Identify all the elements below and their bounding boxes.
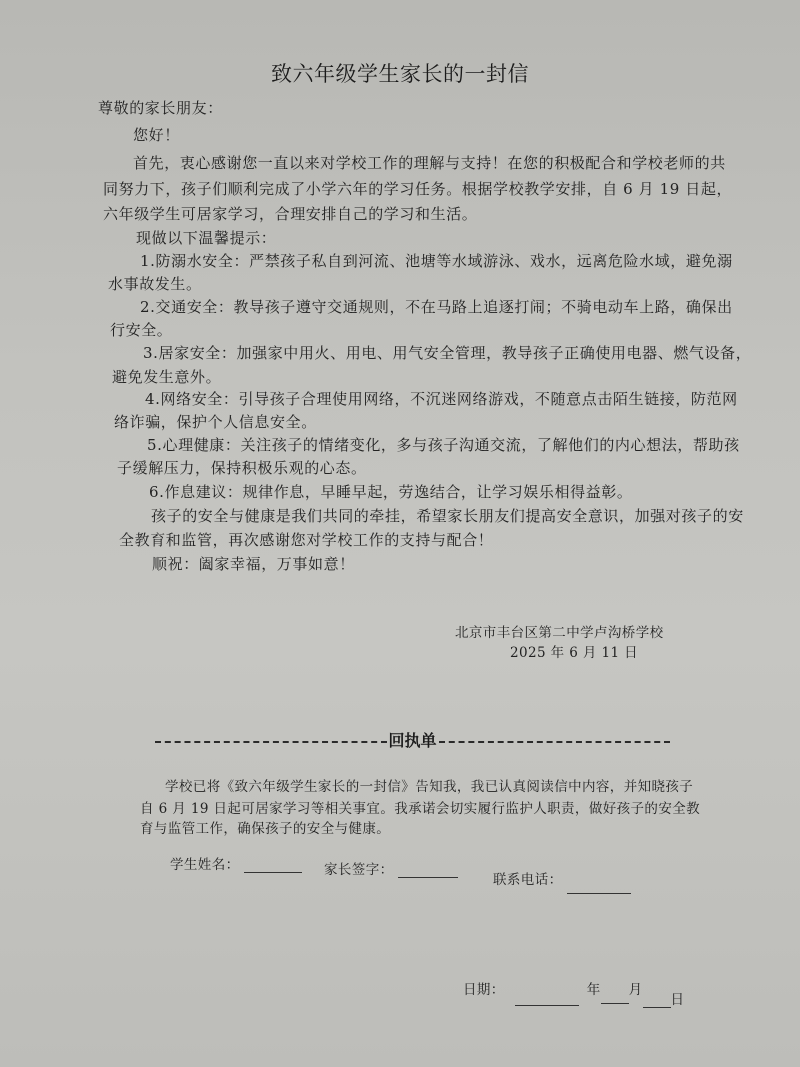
- tip-5-line-1: 5.心理健康：关注孩子的情绪变化，多与孩子沟通交流，了解他们的内心想法，帮助孩: [147, 436, 740, 454]
- greeting: 您好！: [133, 126, 180, 144]
- month-label: 月: [628, 982, 643, 998]
- letter-title: 致六年级学生家长的一封信: [271, 62, 529, 86]
- receipt-body-line-1: 学校已将《致六年级学生家长的一封信》告知我，我已认真阅读信中内容，并知晓孩子: [165, 779, 694, 795]
- tip-3-line-2: 避免发生意外。: [112, 368, 222, 386]
- salutation: 尊敬的家长朋友：: [98, 99, 223, 117]
- intro-line-1: 首先，衷心感谢您一直以来对学校工作的理解与支持！在您的积极配合和学校老师的共: [133, 154, 726, 172]
- receipt-body-line-2: 自 6 月 19 日起可居家学习等相关事宜。我承诺会切实履行监护人职责，做好孩子的安全教: [140, 801, 701, 817]
- receipt-divider: [155, 728, 670, 750]
- dashed-line-right: [439, 741, 671, 743]
- tip-4-line-1: 4.网络安全：引导孩子合理使用网络，不沉迷网络游戏，不随意点击陌生链接，防范网: [145, 390, 738, 408]
- month-blank[interactable]: [601, 989, 629, 1004]
- tips-heading: 现做以下温馨提示：: [136, 229, 277, 247]
- date-label: 日期：: [463, 982, 505, 998]
- receipt-title: 回执单: [388, 730, 437, 750]
- regards: 顺祝：阖家幸福，万事如意！: [152, 555, 355, 573]
- date-field[interactable]: [463, 978, 685, 1008]
- tip-3-line-1: 3.居家安全：加强家中用火、用电、用气安全管理，教导孩子正确使用电器、燃气设备，: [143, 344, 752, 362]
- parent-signature-field[interactable]: [324, 858, 458, 878]
- parent-signature-blank[interactable]: [398, 863, 458, 878]
- receipt-body-line-3: 育与监管工作，确保孩子的安全与健康。: [140, 821, 391, 837]
- year-blank[interactable]: [515, 991, 579, 1006]
- closing-line-1: 孩子的安全与健康是我们共同的牵挂，希望家长朋友们提高安全意识，加强对孩子的安: [151, 507, 744, 525]
- closing-line-2: 全教育和监管，再次感谢您对学校工作的支持与配合！: [119, 531, 494, 549]
- signature-date: 2025 年 6 月 11 日: [510, 645, 639, 661]
- tip-6: 6.作息建议：规律作息，早睡早起，劳逸结合，让学习娱乐相得益彰。: [149, 483, 633, 501]
- day-label: 日: [670, 992, 685, 1008]
- tip-5-line-2: 子缓解压力，保持积极乐观的心态。: [117, 459, 367, 477]
- tip-1-line-2: 水事故发生。: [108, 275, 202, 293]
- year-label: 年: [586, 982, 601, 998]
- tip-2-line-1: 2.交通安全：教导孩子遵守交通规则，不在马路上追逐打闹；不骑电动车上路，确保出: [140, 298, 733, 316]
- student-name-blank[interactable]: [244, 858, 302, 873]
- tip-1-line-1: 1.防溺水安全：严禁孩子私自到河流、池塘等水域游泳、戏水，远离危险水域，避免溺: [140, 252, 733, 270]
- tip-2-line-2: 行安全。: [110, 321, 173, 339]
- day-blank[interactable]: [643, 993, 671, 1008]
- intro-line-2: 同努力下，孩子们顺利完成了小学六年的学习任务。根据学校教学安排，自 6 月 19 日起，: [103, 180, 733, 198]
- parent-signature-label: 家长签字：: [324, 862, 394, 878]
- student-name-label: 学生姓名：: [170, 857, 240, 873]
- signature-school: 北京市丰台区第二中学卢沟桥学校: [455, 625, 664, 641]
- dashed-line-left: [155, 741, 387, 743]
- phone-field[interactable]: [493, 868, 631, 888]
- phone-blank[interactable]: [567, 879, 631, 894]
- intro-line-3: 六年级学生可居家学习，合理安排自己的学习和生活。: [103, 205, 478, 223]
- tip-4-line-2: 络诈骗，保护个人信息安全。: [114, 413, 317, 431]
- phone-label: 联系电话：: [493, 872, 563, 888]
- student-name-field[interactable]: [170, 853, 302, 873]
